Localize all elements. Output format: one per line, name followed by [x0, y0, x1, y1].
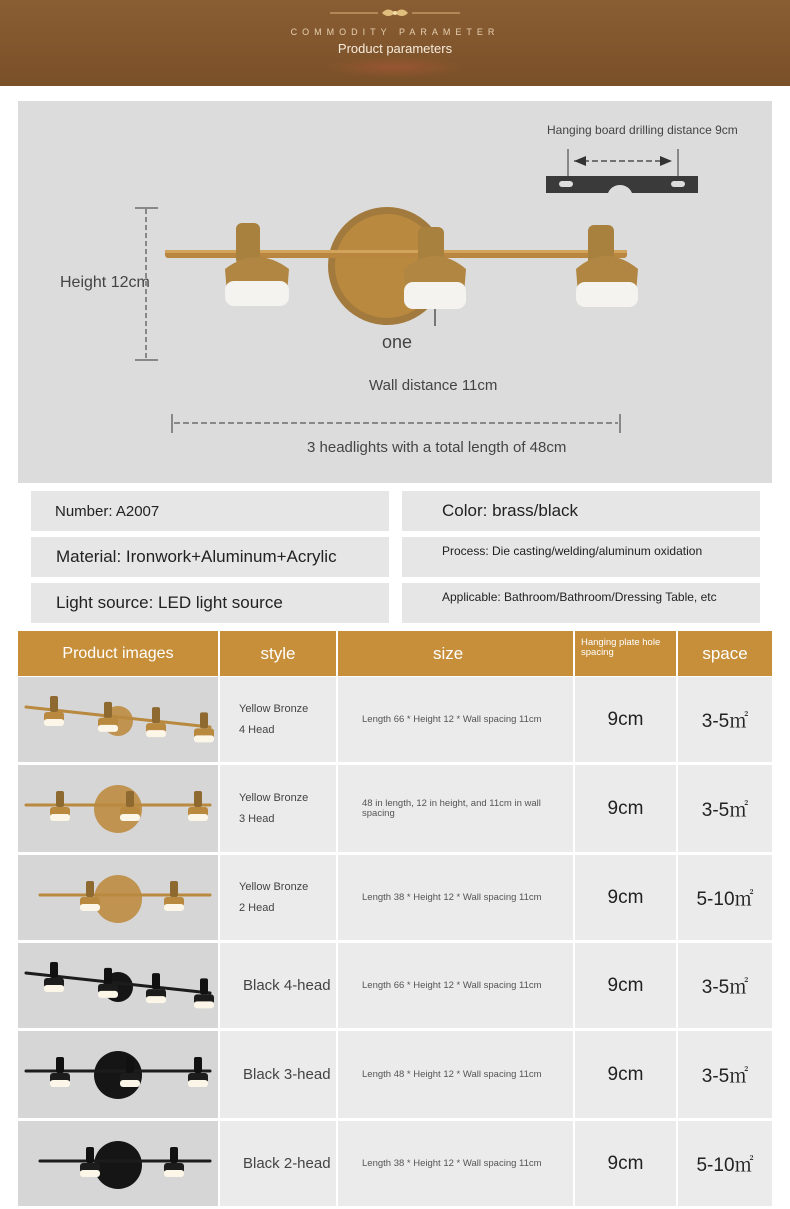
header-style — [220, 631, 336, 676]
style-line2-row-1: 3 Head — [239, 812, 275, 825]
product-image-row-2 — [18, 855, 218, 940]
size-text-row-2: Length 38 * Height 12 * Wall spacing 11cm — [362, 891, 542, 903]
space-cell-row-0: 3-5㎡ — [678, 677, 772, 762]
style-text-row-1 — [220, 788, 308, 830]
one-label: one — [382, 332, 413, 352]
style-cell-row-5 — [220, 1121, 336, 1206]
style-cell-row-2 — [220, 855, 336, 940]
spec-number-text: Number: A2007 — [55, 502, 160, 520]
size-cell-row-1 — [338, 765, 573, 852]
mounting-plate-icon — [546, 149, 698, 193]
style-line2-row-2: 2 Head — [239, 901, 275, 914]
hole-cell-row-1: 9cm — [575, 765, 676, 852]
hole-cell-row-3: 9cm — [575, 943, 676, 1028]
space-cell-row-1: 3-5㎡ — [678, 765, 772, 852]
product-image-row-0 — [18, 677, 218, 762]
size-text-row-0: Length 66 * Height 12 * Wall spacing 11cm — [362, 713, 542, 725]
size-text-row-4: Length 48 * Height 12 * Wall spacing 11cm — [362, 1068, 542, 1080]
length-dimension — [172, 414, 620, 433]
spec-color-text: Color: brass/black — [442, 501, 579, 520]
ornament-icon — [330, 6, 460, 20]
spec-light-source-text: Light source: LED light source — [56, 593, 283, 612]
space-cell-row-5: 5-10㎡ — [678, 1121, 772, 1206]
spec-material — [31, 537, 389, 577]
space-cell-row-3: 3-5㎡ — [678, 943, 772, 1028]
style-cell-row-0 — [220, 677, 336, 762]
product-image-row-5 — [18, 1121, 218, 1206]
spec-process-text: Process: Die casting/welding/aluminum oxidation — [442, 544, 703, 558]
spec-material-text: Material: Ironwork+Aluminum+Acrylic — [56, 547, 337, 566]
spec-number — [31, 491, 389, 531]
dimension-diagram — [18, 101, 772, 483]
header-style-text: style — [260, 643, 296, 663]
spec-light-source — [31, 583, 389, 623]
space-cell-row-2: 5-10㎡ — [678, 855, 772, 940]
lamp-drawing — [18, 101, 772, 483]
space-cell-row-4: 3-5㎡ — [678, 1031, 772, 1118]
style-line1-row-2: Yellow Bronze — [239, 880, 309, 893]
style-text-row-3: Black 4-head — [243, 977, 331, 994]
spec-applicable — [402, 583, 760, 623]
header-decoration — [325, 56, 465, 78]
header-size — [338, 631, 573, 676]
hole-cell-row-5: 9cm — [575, 1121, 676, 1206]
lamp-head-right — [576, 225, 638, 307]
header-size-text: size — [433, 643, 464, 663]
lamp-thumbnail-black-3-head-icon — [18, 1031, 218, 1118]
spec-color — [402, 491, 760, 531]
lamp-head-left — [225, 223, 289, 306]
lamp-thumbnail-brass-3-head-icon — [18, 765, 218, 852]
lamp-thumbnail-brass-2-head-icon — [18, 855, 218, 940]
size-cell-row-0 — [338, 677, 573, 762]
size-cell-row-3 — [338, 943, 573, 1028]
size-text-row-5: Length 38 * Height 12 * Wall spacing 11cm — [362, 1157, 542, 1169]
wall-distance-label: Wall distance 11cm — [369, 377, 498, 394]
style-line1-row-1: Yellow Bronze — [239, 791, 309, 804]
style-text-row-0 — [220, 699, 308, 741]
total-length-label: 3 headlights with a total length of 48cm — [307, 439, 567, 456]
header-space-text: space — [702, 643, 748, 663]
hole-cell-row-4: 9cm — [575, 1031, 676, 1118]
lamp-thumbnail-black-2-head-icon — [18, 1121, 218, 1206]
header-product-images-text: Product images — [62, 644, 174, 662]
size-text-row-3: Length 66 * Height 12 * Wall spacing 11cm — [362, 979, 542, 991]
header-space — [678, 631, 772, 676]
style-text-row-5: Black 2-head — [243, 1155, 331, 1172]
size-cell-row-4 — [338, 1031, 573, 1118]
header-title: Product parameters — [337, 41, 453, 56]
wall-plate-icon — [94, 1141, 142, 1189]
spec-applicable-text: Applicable: Bathroom/Bathroom/Dressing Table, etc — [442, 590, 717, 604]
header-banner — [0, 0, 790, 86]
header-hole-spacing-text: Hanging plate hole spacing — [581, 637, 661, 658]
hole-cell-row-2: 9cm — [575, 855, 676, 940]
size-text-row-1: 48 in length, 12 in height, and 11cm in wall spacing — [362, 797, 541, 819]
lamp-thumbnail-black-4-head-icon — [18, 943, 218, 1028]
wall-plate-icon — [94, 875, 142, 923]
lamp-thumbnail-brass-4-head-icon — [18, 677, 218, 762]
style-cell-row-1 — [220, 765, 336, 852]
height-label: Height 12cm — [60, 274, 150, 291]
product-image-row-4 — [18, 1031, 218, 1118]
style-cell-row-3 — [220, 943, 336, 1028]
style-text-row-4: Black 3-head — [243, 1066, 331, 1083]
style-text-row-2 — [220, 877, 308, 919]
style-line2-row-0: 4 Head — [239, 723, 275, 736]
size-cell-row-5 — [338, 1121, 573, 1206]
drilling-distance-label: Hanging board drilling distance 9cm — [547, 123, 738, 137]
hole-cell-row-0: 9cm — [575, 677, 676, 762]
header-hole-spacing — [575, 631, 676, 676]
style-line1-row-0: Yellow Bronze — [239, 702, 309, 715]
spec-process — [402, 537, 760, 577]
header-product-images — [18, 631, 218, 676]
product-image-row-3 — [18, 943, 218, 1028]
product-image-row-1 — [18, 765, 218, 852]
header-eyebrow: COMMODITY PARAMETER — [290, 27, 500, 37]
style-cell-row-4 — [220, 1031, 336, 1118]
size-cell-row-2 — [338, 855, 573, 940]
